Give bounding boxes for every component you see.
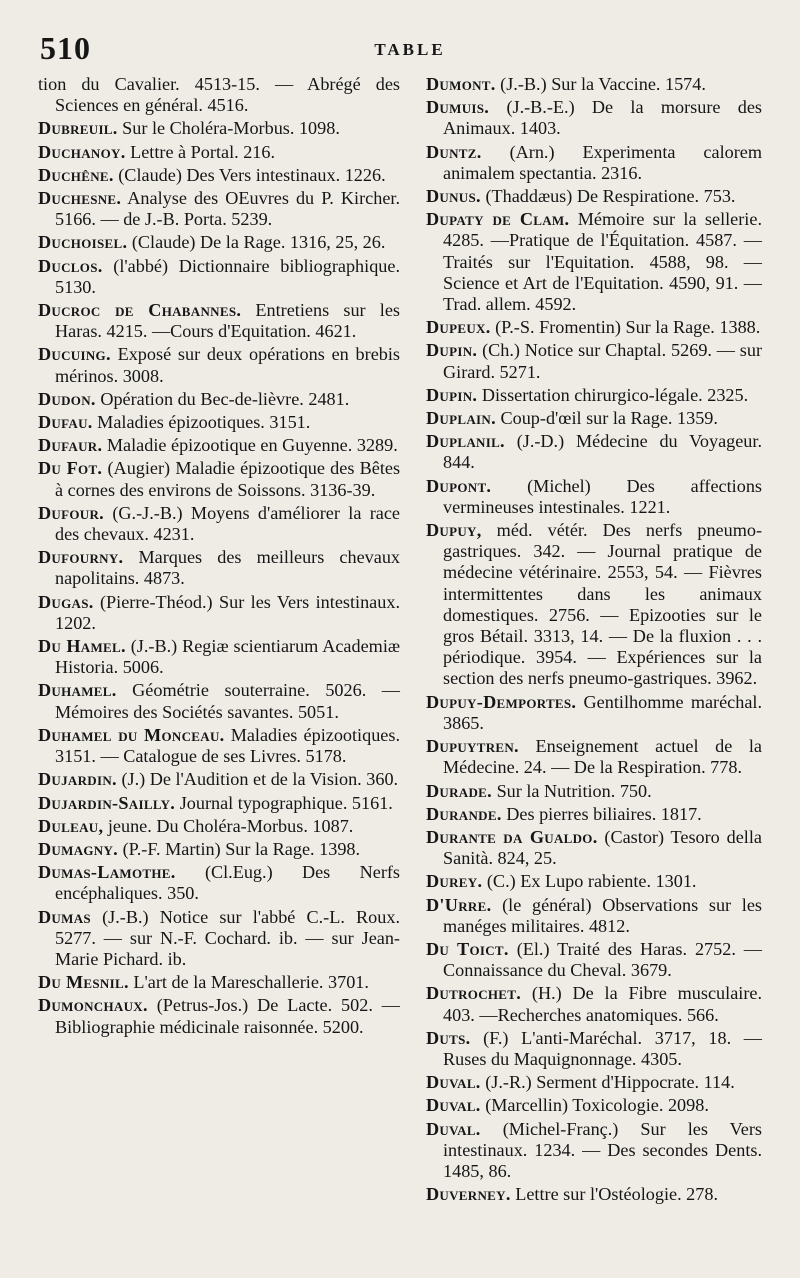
index-entry	[38, 793, 400, 814]
entry-author: Durade.	[426, 780, 493, 801]
entry-author: Dumas-Lamothe.	[38, 862, 176, 883]
entry-text: Marques des meilleurs chevaux napolitains. 4873.	[55, 547, 401, 589]
entry-author: Dumont.	[426, 74, 496, 94]
index-entry	[38, 547, 400, 589]
entry-text: (Pierre-Théod.) Sur les Vers intestinaux. 1202.	[55, 591, 400, 633]
index-entry	[426, 476, 762, 518]
index-entry	[38, 907, 400, 971]
index-entry	[426, 1072, 762, 1093]
entry-text: Lettre à Portal. 216.	[130, 141, 276, 162]
entry-text: (F.) L'anti-Maréchal. 3717, 18. — Ruses du Maquignonnage. 4305.	[443, 1027, 762, 1069]
entry-author: Duverney.	[426, 1184, 511, 1205]
index-entry	[426, 74, 762, 95]
entry-text: (Michel) Des affections vermineuses intestinales. 1221.	[443, 475, 762, 517]
index-entry	[38, 862, 400, 904]
entry-author: Duchoisel.	[38, 232, 128, 253]
entry-text: Analyse des OEuvres du P. Kircher. 5166. — de J.-B. Porta. 5239.	[55, 188, 400, 230]
index-entry	[38, 636, 400, 678]
entry-author: Duplain.	[426, 408, 496, 429]
index-entry	[38, 142, 400, 163]
index-entry	[426, 520, 762, 690]
entry-author: Duhamel.	[38, 680, 117, 701]
entry-author: Duval.	[426, 1095, 481, 1116]
entry-text: (J.-B.) Notice sur l'abbé C.-L. Roux. 5277. — sur N.-F. Cochard. ib. — sur Jean-Marie Pichard. ib.	[55, 906, 400, 969]
left-column	[38, 74, 400, 1040]
entry-author: Duhamel du Monceau.	[38, 724, 225, 745]
entry-author: Dufaur.	[38, 435, 103, 456]
entry-author: Dufour.	[38, 502, 104, 523]
index-entry	[426, 781, 762, 802]
index-entry	[38, 118, 400, 139]
right-column	[426, 74, 762, 1207]
index-entry	[38, 188, 400, 230]
entry-text: Géométrie souterraine. 5026. — Mémoires des Sociétés savantes. 5051.	[55, 680, 400, 722]
entry-text: (Marcellin) Toxicologie. 2098.	[485, 1095, 709, 1116]
entry-text: (Castor) Tesoro della Sanità. 824, 25.	[443, 826, 762, 869]
entry-author: Du Hamel.	[38, 636, 126, 657]
entry-text: Gentilhomme maréchal. 3865.	[443, 691, 763, 733]
entry-text: (l'abbé) Dictionnaire bibliographique. 5130.	[55, 255, 401, 297]
index-entry	[38, 300, 400, 342]
index-entry	[426, 97, 762, 139]
entry-author: Duchesne.	[38, 188, 122, 209]
entry-author: Dupuy-Demportes.	[426, 691, 577, 712]
index-entry	[426, 827, 762, 869]
entry-author: Dupaty de Clam.	[426, 209, 570, 230]
entry-text: (Petrus-Jos.) De Lacte. 502. —Bibliographie médicinale raisonnée. 5200.	[55, 995, 400, 1037]
entry-text: (le général) Observations sur les manéges militaires. 4812.	[443, 894, 762, 936]
entry-text: Sur le Choléra-Morbus. 1098.	[122, 118, 340, 139]
entry-text: (G.-J.-B.) Moyens d'améliorer la race des chevaux. 4231.	[55, 502, 401, 545]
entry-text: Dissertation chirurgico-légale. 2325.	[481, 384, 749, 405]
entry-author: Du Fot.	[38, 458, 103, 479]
entry-text: (Michel-Franç.) Sur les Vers intestinaux. 1234. — Des secondes Dents. 1485, 86.	[443, 1118, 763, 1181]
index-entry	[426, 340, 762, 382]
index-entry	[38, 232, 400, 253]
entry-text: Coup-d'œil sur la Rage. 1359.	[500, 408, 718, 429]
index-entry	[426, 692, 762, 734]
entry-text: (J.) De l'Audition et de la Vision. 360.	[121, 769, 399, 790]
entry-author: Dujardin.	[38, 769, 117, 790]
index-entry	[38, 165, 400, 186]
entry-author: Durande.	[426, 803, 502, 824]
entry-author: Dujardin-Sailly.	[38, 792, 176, 813]
index-entry	[426, 736, 762, 778]
index-entry	[38, 503, 400, 545]
index-entry	[38, 972, 400, 993]
index-entry	[426, 385, 762, 406]
entry-text: (Claude) Des Vers intestinaux. 1226.	[118, 164, 386, 185]
entry-text: Maladies épizootiques. 3151. — Catalogue de ses Livres. 5178.	[55, 724, 400, 767]
entry-text: Maladie épizootique en Guyenne. 3289.	[106, 435, 398, 456]
entry-author: Duts.	[426, 1027, 471, 1048]
index-entry	[38, 725, 400, 767]
entry-text: (El.) Traité des Haras. 2752. —Connaissance du Cheval. 3679.	[443, 938, 762, 981]
index-entry	[426, 1095, 762, 1116]
entry-author: Dunus.	[426, 186, 481, 207]
entry-author: Dupeux.	[426, 317, 491, 338]
index-entry	[426, 142, 762, 184]
entry-text: Enseignement actuel de la Médecine. 24. — De la Respiration. 778.	[443, 736, 762, 778]
entry-author: Duclos.	[38, 255, 103, 276]
page-number: 510	[40, 30, 91, 66]
entry-text: (P.-F. Martin) Sur la Rage. 1398.	[122, 838, 361, 859]
entry-text: Lettre sur l'Ostéologie. 278.	[515, 1184, 719, 1205]
index-entry	[426, 804, 762, 825]
entry-text: (J.-B.) Regiæ scientiarum Academiæ Historia. 5006.	[55, 636, 401, 678]
entry-text: Maladies épizootiques. 3151.	[97, 412, 311, 433]
index-entry	[38, 435, 400, 456]
index-entry	[426, 186, 762, 207]
index-entry	[426, 431, 762, 473]
index-entry	[426, 871, 762, 892]
index-entry	[38, 816, 400, 837]
entry-author: Dupont.	[426, 475, 492, 496]
entry-author: Dupuytren.	[426, 736, 519, 757]
index-entry	[38, 74, 400, 116]
entry-author: Duntz.	[426, 141, 482, 162]
index-entry	[426, 1028, 762, 1070]
entry-author: Duleau,	[38, 815, 104, 836]
entry-author: Duval.	[426, 1072, 481, 1093]
entry-author: Du Toict.	[426, 938, 509, 959]
entry-author: Dugas.	[38, 591, 94, 612]
running-head: TABLE	[374, 40, 446, 59]
entry-text: (P.-S. Fromentin) Sur la Rage. 1388.	[495, 317, 761, 338]
entry-author: Dupuy,	[426, 520, 482, 541]
entry-text: Mémoire sur la sellerie. 4285. —Pratique de l'Équitation. 4587. —Traités sur l'Equitation. 4588, 98. —Science et Art de l'Equitation. 4590, 91. —Trad. allem. 4592.	[443, 209, 762, 315]
index-entry	[426, 895, 762, 937]
entry-author: Durey.	[426, 871, 483, 892]
entry-text: (Augier) Maladie épizootique des Bêtes à cornes des environs de Soissons. 3136-39.	[55, 458, 401, 500]
index-entry	[38, 995, 400, 1037]
entry-author: Duplanil.	[426, 431, 505, 452]
entry-author: Dumas	[38, 906, 91, 927]
index-entry	[426, 1119, 762, 1183]
index-entry	[426, 317, 762, 338]
entry-author: Dumonchaux.	[38, 995, 148, 1016]
entry-author: Dumuis.	[426, 97, 490, 118]
entry-text: Journal typographique. 5161.	[179, 792, 393, 813]
entry-author: Dupin.	[426, 340, 478, 361]
index-entry	[38, 458, 400, 500]
entry-author: Duchêne.	[38, 164, 114, 185]
index-entry	[426, 408, 762, 429]
index-entry	[426, 209, 762, 315]
entry-text: (Thaddæus) De Respiratione. 753.	[485, 186, 736, 207]
entry-author: Dufourny.	[38, 547, 124, 568]
entry-text: (J.-B.) Sur la Vaccine. 1574.	[500, 74, 706, 94]
index-entry	[38, 256, 400, 298]
index-entry	[38, 839, 400, 860]
index-entry	[38, 389, 400, 410]
entry-author: Dufau.	[38, 412, 93, 433]
entry-author: Du Mesnil.	[38, 972, 129, 993]
entry-author: Dupin.	[426, 384, 478, 405]
entry-text: L'art de la Mareschallerie. 3701.	[133, 972, 369, 993]
entry-text: Exposé sur deux opérations en brebis mérinos. 3008.	[55, 344, 400, 386]
index-entry	[38, 592, 400, 634]
entry-text: (Cl.Eug.) Des Nerfs encéphaliques. 350.	[55, 862, 401, 904]
entry-author: Dutrochet.	[426, 983, 522, 1004]
index-entry	[426, 1184, 762, 1205]
index-entry	[38, 680, 400, 722]
index-entry	[38, 412, 400, 433]
index-entry	[38, 769, 400, 790]
entry-text: (C.) Ex Lupo rabiente. 1301.	[486, 871, 697, 892]
entry-author: Durante da Gualdo.	[426, 826, 598, 847]
entry-text: (Claude) De la Rage. 1316, 25, 26.	[131, 232, 386, 253]
entry-text: (J.-R.) Serment d'Hippocrate. 114.	[485, 1072, 735, 1093]
entry-text: (J.-B.-E.) De la morsure des Animaux. 1403.	[443, 97, 762, 139]
entry-text: jeune. Du Choléra-Morbus. 1087.	[107, 815, 354, 836]
index-entry	[426, 983, 762, 1025]
entry-text: (J.-D.) Médecine du Voyageur. 844.	[443, 431, 762, 473]
entry-author: Ducuing.	[38, 344, 111, 365]
entry-text: méd. vétér. Des nerfs pneumo-gastriques. 342. — Journal pratique de médecine vétérinaire. 2553, 54. — Fièvres intermittentes dans les animaux domestiques. 2756. — Epizooties sur le gros Bétail. 3313, 14. — De la fluxion . . . périodique. 3954. — Expériences sur la section des nerfs pneumo-gastriques. 3962.	[443, 520, 763, 689]
entry-text: Des pierres biliaires. 1817.	[506, 803, 702, 824]
entry-text: Opération du Bec-de-lièvre. 2481.	[100, 388, 350, 409]
entry-author: Duchanoy.	[38, 141, 126, 162]
entry-author: Dumagny.	[38, 838, 119, 859]
entry-text: (H.) De la Fibre musculaire. 403. —Recherches anatomiques. 566.	[443, 983, 763, 1025]
entry-text: (Ch.) Notice sur Chaptal. 5269. — sur Girard. 5271.	[443, 340, 762, 382]
entry-text: (Arn.) Experimenta calorem animalem spectantia. 2316.	[443, 141, 762, 183]
entry-text: tion du Cavalier. 4513-15. — Abrégé des Sciences en général. 4516.	[38, 74, 400, 116]
entry-text: Sur la Nutrition. 750.	[496, 780, 652, 801]
index-entry	[426, 939, 762, 981]
index-entry	[38, 344, 400, 386]
entry-author: Duval.	[426, 1118, 481, 1139]
entry-author: Ducroc de Chabannes.	[38, 300, 242, 321]
entry-author: Dudon.	[38, 388, 96, 409]
entry-author: D'Urre.	[426, 894, 492, 915]
entry-text: Entretiens sur les Haras. 4215. —Cours d'Equitation. 4621.	[55, 300, 401, 342]
entry-author: Dubreuil.	[38, 118, 118, 139]
